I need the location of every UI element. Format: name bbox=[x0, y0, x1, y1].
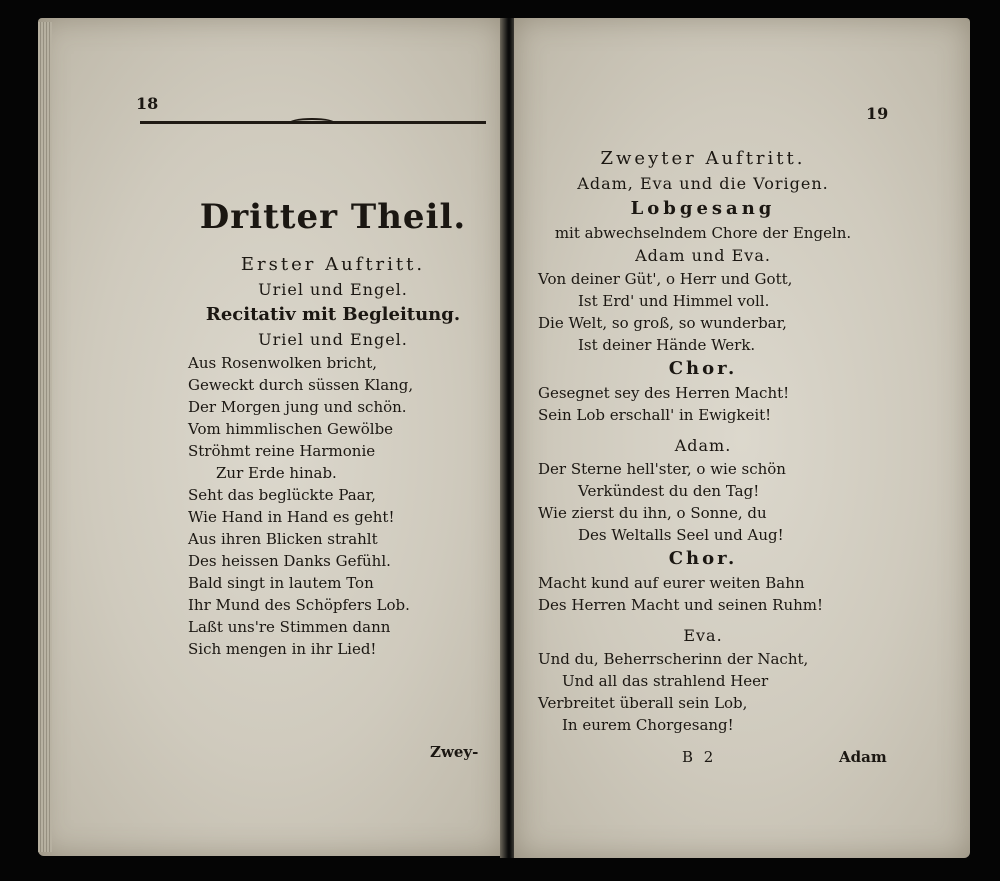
scene-heading: Erster Auftritt. bbox=[240, 254, 426, 275]
verse-line: Macht kund auf eurer weiten Bahn bbox=[538, 574, 805, 592]
verse-line: Ist deiner Hände Werk. bbox=[578, 336, 756, 354]
page-edges bbox=[38, 22, 52, 852]
verse-line: Die Welt, so groß, so wunderbar, bbox=[538, 314, 787, 332]
section-subheading: mit abwechselndem Chore der Engeln. bbox=[554, 224, 852, 242]
decorative-rule bbox=[140, 121, 486, 124]
catchword: Adam bbox=[839, 748, 887, 766]
verse-line: Ist Erd' und Himmel voll. bbox=[578, 292, 770, 310]
left-text-column bbox=[188, 197, 478, 664]
verse-line: Gesegnet sey des Herren Macht! bbox=[538, 384, 790, 402]
section-heading: Recitativ mit Begleitung. bbox=[205, 304, 461, 325]
verse-line: In eurem Chorgesang! bbox=[562, 716, 734, 734]
verse-line: Der Morgen jung und schön. bbox=[188, 398, 407, 416]
characters-line: Adam, Eva und die Vorigen. bbox=[577, 174, 829, 193]
page-number: 19 bbox=[866, 104, 889, 123]
verse-line: Des heissen Danks Gefühl. bbox=[188, 552, 391, 570]
verse-line: Ihr Mund des Schöpfers Lob. bbox=[188, 596, 410, 614]
verse-line: Sein Lob erschall' in Ewigkeit! bbox=[538, 406, 772, 424]
left-page bbox=[38, 18, 504, 856]
catchword: Zwey- bbox=[430, 743, 479, 761]
part-title: Dritter Theil. bbox=[199, 197, 467, 237]
verse-line: Vom himmlischen Gewölbe bbox=[188, 420, 394, 438]
verse-line: Wie zierst du ihn, o Sonne, du bbox=[538, 504, 767, 522]
section-heading: Lobgesang bbox=[630, 198, 776, 219]
verse-line: Aus ihren Blicken strahlt bbox=[188, 530, 378, 548]
scene-heading: Zweyter Auftritt. bbox=[600, 148, 806, 169]
verse-line: Sich mengen in ihr Lied! bbox=[188, 640, 377, 658]
right-text-column bbox=[538, 146, 868, 740]
chorus-heading: Chor. bbox=[668, 358, 738, 379]
verse-line: Wie Hand in Hand es geht! bbox=[188, 508, 395, 526]
verse-line: Ströhmt reine Harmonie bbox=[188, 442, 376, 460]
verse-line: Laßt uns're Stimmen dann bbox=[188, 618, 391, 636]
verse-line: Der Sterne hell'ster, o wie schön bbox=[538, 460, 786, 478]
chorus-heading: Chor. bbox=[668, 548, 738, 569]
signature-mark: B 2 bbox=[682, 748, 717, 766]
verse-line: Verkündest du den Tag! bbox=[578, 482, 760, 500]
speaker-name: Eva. bbox=[683, 626, 723, 645]
verse-line: Von deiner Güt', o Herr und Gott, bbox=[538, 270, 793, 288]
speaker-name: Adam und Eva. bbox=[635, 246, 771, 265]
verse-line: Und du, Beherrscherinn der Nacht, bbox=[538, 650, 809, 668]
verse-line: Zur Erde hinab. bbox=[216, 464, 337, 482]
verse-line: Des Weltalls Seel und Aug! bbox=[578, 526, 784, 544]
verse-line: Seht das beglückte Paar, bbox=[188, 486, 376, 504]
verse-line: Verbreitet überall sein Lob, bbox=[538, 694, 748, 712]
speaker-name: Adam. bbox=[674, 436, 732, 455]
verse-line: Und all das strahlend Heer bbox=[562, 672, 769, 690]
right-page bbox=[514, 18, 970, 858]
verse-line: Geweckt durch süssen Klang, bbox=[188, 376, 414, 394]
page-number: 18 bbox=[136, 94, 159, 113]
verse-line: Aus Rosenwolken bricht, bbox=[188, 354, 378, 372]
verse-line: Bald singt in lautem Ton bbox=[188, 574, 374, 592]
speaker-name: Uriel und Engel. bbox=[258, 330, 408, 349]
characters-line: Uriel und Engel. bbox=[258, 280, 408, 299]
verse-line: Des Herren Macht und seinen Ruhm! bbox=[538, 596, 824, 614]
